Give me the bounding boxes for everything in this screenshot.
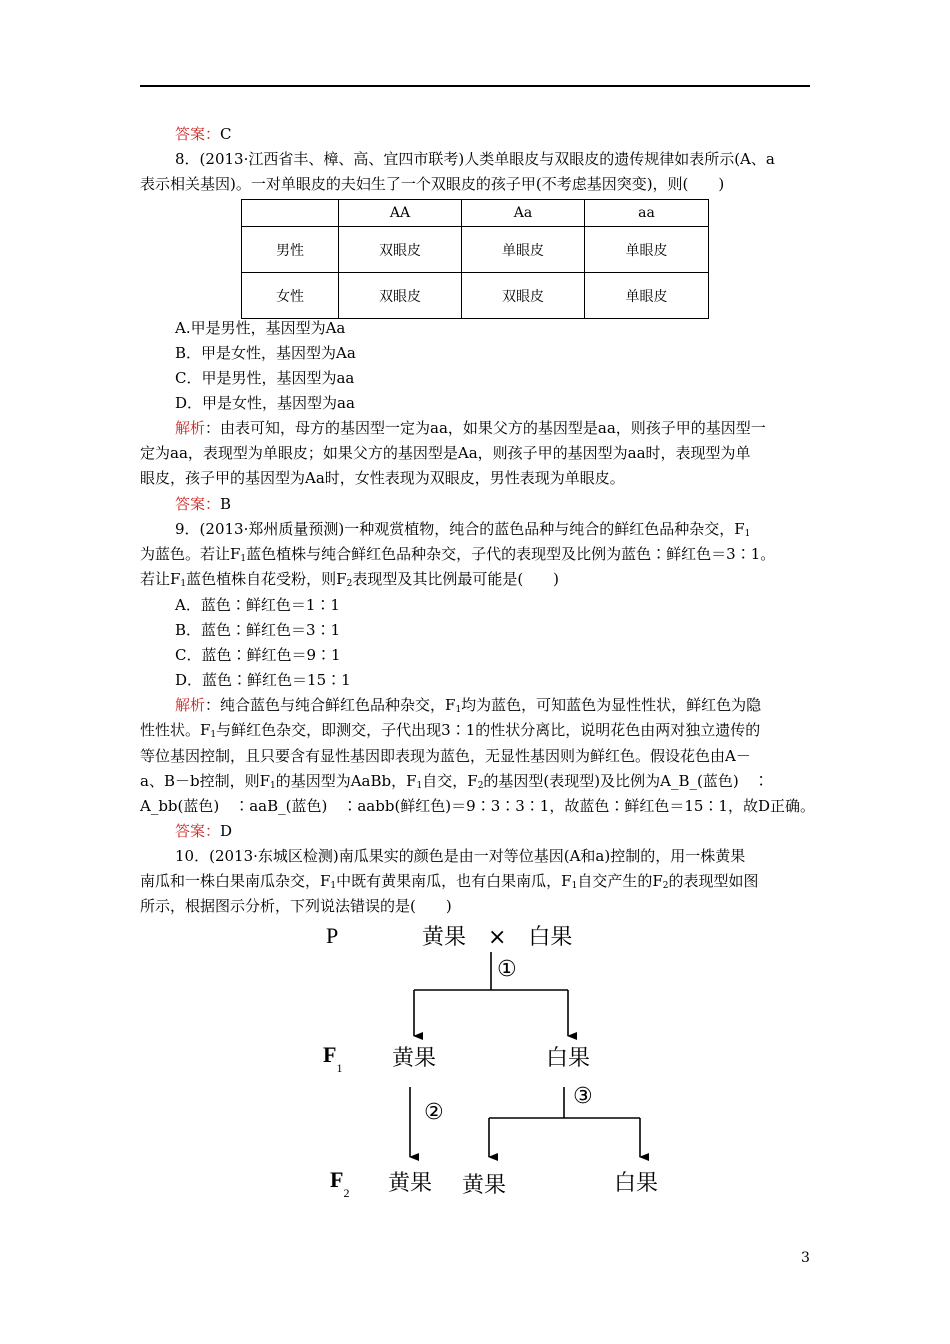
- table-cell: 女性: [242, 273, 339, 319]
- q9-analysis-line4: a、B－b控制，则$F_1$的基因型为AaBb，$F_1$自交，$F_2$的基因型(表现型)及比例为A_B_(蓝色) ∶: [140, 772, 769, 791]
- q8-analysis-line2: 定为aa，表现型为单眼皮；如果父方的基因型是Aa，则孩子甲的基因型为aa时，表现型为单: [140, 444, 751, 462]
- q8-analysis-line3: 眼皮，孩子甲的基因型为Aa时，女性表现为双眼皮，男性表现为单眼皮。: [140, 469, 625, 487]
- q8-analysis: 解析：由表可知，母方的基因型一定为aa，如果父方的基因型是aa，则孩子甲的基因型一: [175, 419, 766, 437]
- q9-option-a: A．蓝色∶鲜红色＝1∶1: [175, 596, 340, 614]
- q8-option-b: B．甲是女性，基因型为Aa: [175, 344, 356, 362]
- table-cell: 单眼皮: [585, 227, 709, 273]
- q10-stem-line3: 所示，根据图示分析，下列说法错误的是( ): [140, 897, 452, 915]
- q9-option-d: D．蓝色∶鲜红色＝15∶1: [175, 671, 351, 689]
- table-header-cell: aa: [585, 200, 709, 227]
- q9-option-b: B．蓝色∶鲜红色＝3∶1: [175, 621, 341, 639]
- step-1-marker: ①: [497, 957, 517, 982]
- table-cell: 双眼皮: [339, 227, 462, 273]
- q9-analysis: 解析：纯合蓝色与纯合鲜红色品种杂交，$F_1$均为蓝色，可知蓝色为显性性状，鲜红色为隐: [175, 696, 762, 715]
- q9-option-c: C．蓝色∶鲜红色＝9∶1: [175, 646, 341, 664]
- f2-white-fruit: 白果: [614, 1171, 659, 1196]
- q9-stem-line2: 为蓝色。若让$F_1$蓝色植株与纯合鲜红色品种杂交，子代的表现型及比例为蓝色∶鲜红色＝3∶1。: [140, 545, 776, 564]
- q8-stem-cont: 表示相关基因)。一对单眼皮的夫妇生了一个双眼皮的孩子甲(不考虑基因突变)，则( ): [140, 175, 725, 193]
- table-cell: 双眼皮: [339, 273, 462, 319]
- step-3-marker: ③: [573, 1084, 593, 1109]
- q8-stem: 8．(2013·江西省丰、樟、高、宜四市联考)人类单眼皮与双眼皮的遗传规律如表所示(A、a: [175, 150, 775, 168]
- q10-stem: 10．(2013·东城区检测)南瓜果实的颜色是由一对等位基因(A和a)控制的，用一株黄果: [175, 847, 746, 865]
- f1-white-fruit: 白果: [546, 1046, 591, 1071]
- prev-answer: 答案：C: [175, 125, 232, 143]
- q9-stem-line3: 若让$F_1$蓝色植株自花受粉，则$F_2$表现型及其比例最可能是( ): [140, 570, 560, 589]
- table-cell: 单眼皮: [462, 227, 585, 273]
- f2-yellow-fruit-2: 黄果: [462, 1173, 507, 1198]
- q8-option-d: D．甲是女性，基因型为aa: [175, 394, 355, 412]
- page-number: 3: [801, 1250, 810, 1266]
- table-cell: 双眼皮: [462, 273, 585, 319]
- q9-analysis-line5: A_bb(蓝色) ∶aaB_(蓝色) ∶aabb(鲜红色)＝9∶3∶3∶1，故蓝色∶鲜红色＝15∶1，故D正确。: [140, 797, 815, 815]
- table-header-cell: AA: [339, 200, 462, 227]
- q10-stem-line2: 南瓜和一株白果南瓜杂交，$F_1$中既有黄果南瓜，也有白果南瓜，$F_1$自交产生的$F_2$的表现型如图: [140, 872, 759, 891]
- q8-answer: 答案：B: [175, 495, 232, 513]
- q8-option-c: C．甲是男性，基因型为aa: [175, 369, 355, 387]
- f2-yellow-fruit-1: 黄果: [388, 1171, 433, 1196]
- parent-cross: 黄果 × 白果: [422, 925, 573, 950]
- p-generation-label: P: [326, 923, 339, 948]
- f1-yellow-fruit: 黄果: [392, 1046, 437, 1071]
- q8-option-a: A.甲是男性，基因型为Aa: [175, 319, 346, 337]
- q9-answer: 答案：D: [175, 822, 233, 840]
- step-2-marker: ②: [424, 1100, 444, 1125]
- q9-analysis-line2: 性性状。$F_1$与鲜红色杂交，即测交，子代出现3∶1的性状分离比，说明花色由两对独立遗传的: [140, 721, 761, 740]
- q9-stem: 9．(2013·郑州质量预测)一种观赏植物，纯合的蓝色品种与纯合的鲜红色品种杂交，$F_1$: [175, 520, 751, 539]
- q9-analysis-line3: 等位基因控制，且只要含有显性基因即表现为蓝色，无显性基因则为鲜红色。假设花色由A－: [140, 747, 751, 765]
- table-cell: 单眼皮: [585, 273, 709, 319]
- table-header-cell: Aa: [462, 200, 585, 227]
- f1-generation-label: $F_1$: [323, 1042, 343, 1075]
- table-cell: 男性: [242, 227, 339, 273]
- f2-generation-label: $F_2$: [330, 1167, 350, 1200]
